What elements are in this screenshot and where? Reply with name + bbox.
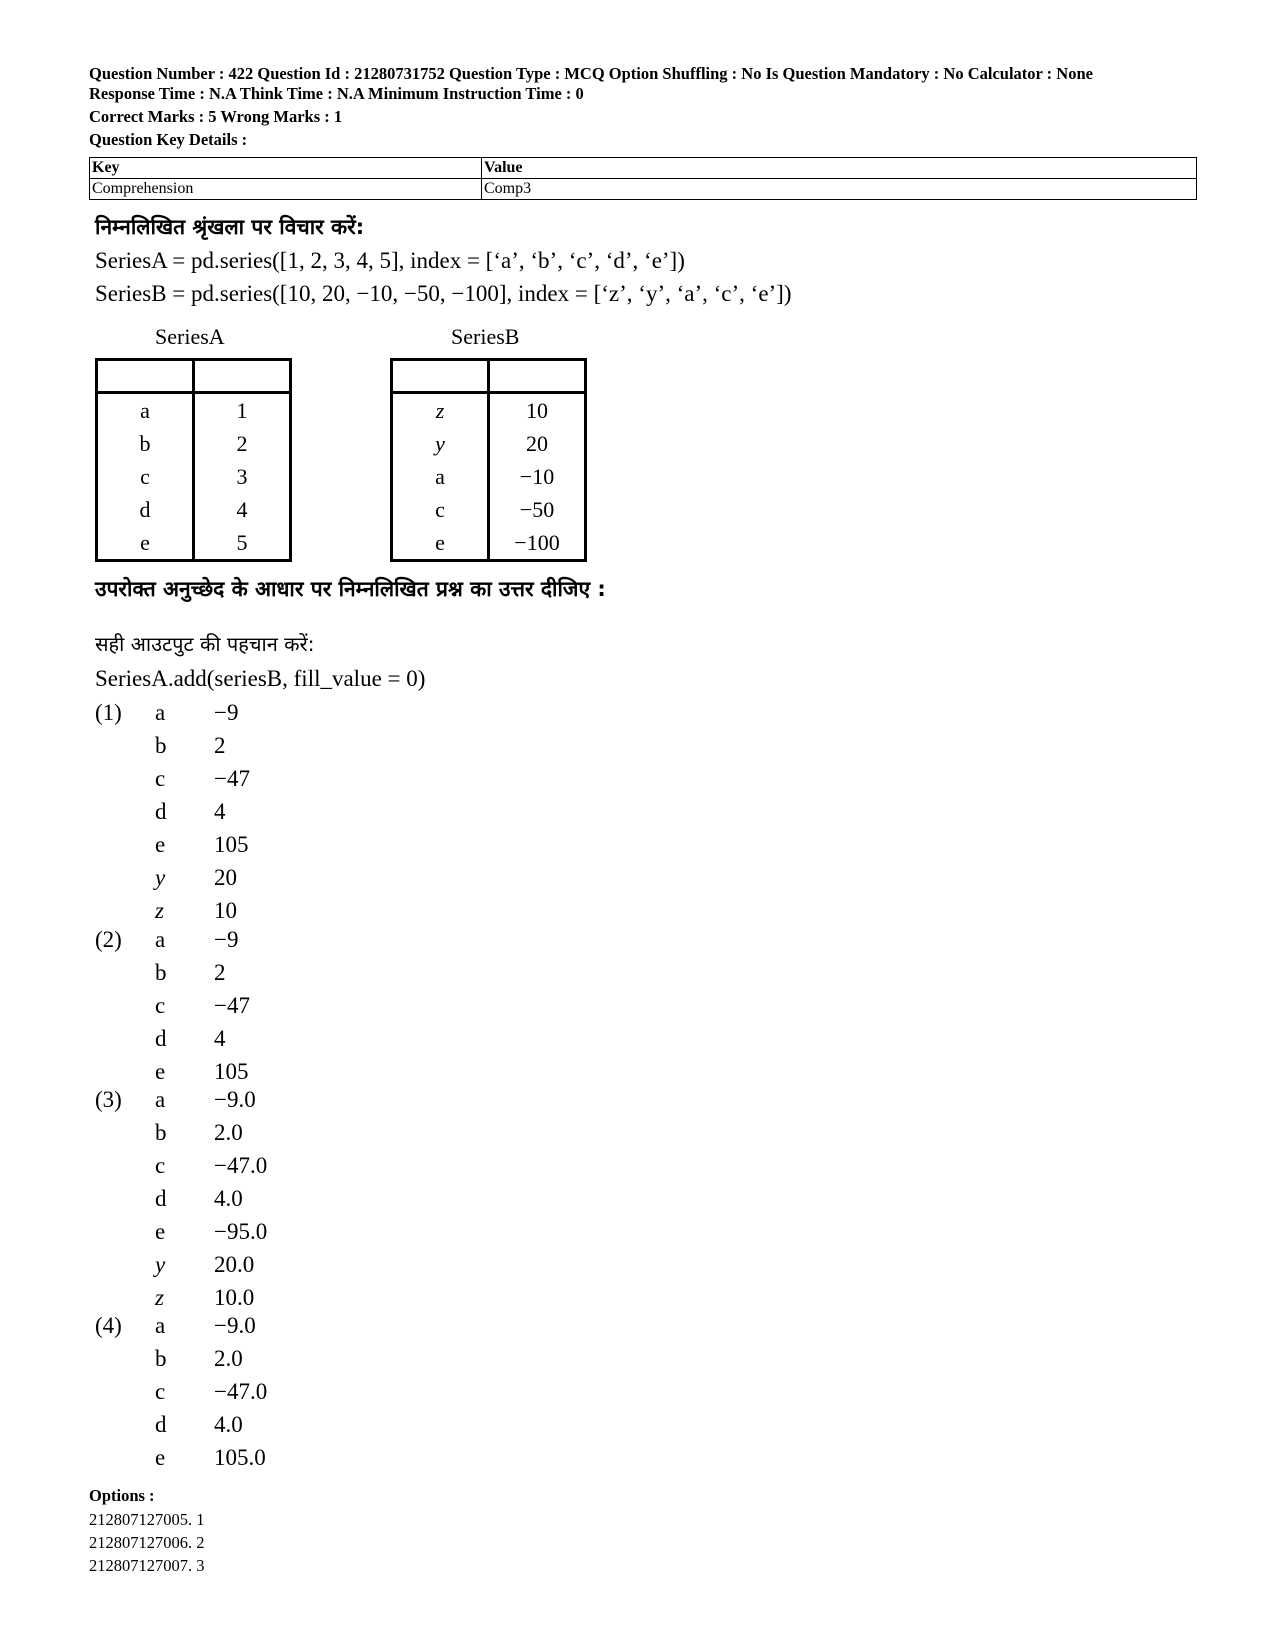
seriesB-index-cell: c (392, 493, 489, 526)
option-index: b (155, 1120, 167, 1145)
seriesB-index-cell: y (392, 427, 489, 460)
option-value: −47 (214, 766, 250, 791)
option-index: a (155, 700, 166, 725)
seriesA-title: SeriesA (155, 324, 225, 349)
option-index: c (155, 1379, 166, 1404)
passage-intro: निम्नलिखित श्रृंखला पर विचार करें: (95, 215, 365, 239)
option-index: e (155, 1445, 166, 1470)
seriesA-table (95, 358, 292, 562)
option-value: −9.0 (214, 1313, 256, 1338)
key-cell: Comprehension (90, 179, 482, 200)
seriesB-index-cell: a (392, 460, 489, 493)
seriesB-table (390, 358, 587, 562)
option-number: (3) (95, 1087, 122, 1112)
seriesB-title: SeriesB (451, 324, 520, 349)
seriesA-value-cell: 5 (194, 526, 291, 561)
option-value: 4.0 (214, 1186, 243, 1211)
seriesA-value-cell: 3 (194, 460, 291, 493)
option-value: 2 (214, 733, 226, 758)
option-id-1: 212807127005. 1 (89, 1510, 205, 1529)
option-index: c (155, 1153, 166, 1178)
seriesA-index-cell: e (97, 526, 194, 561)
option-number: (4) (95, 1313, 122, 1338)
option-value: 20.0 (214, 1252, 255, 1277)
key-details-heading: Question Key Details : (89, 130, 248, 149)
option-value: 2.0 (214, 1120, 243, 1145)
option-value: −47.0 (214, 1379, 268, 1404)
seriesB-row (392, 526, 586, 561)
option-value: −47.0 (214, 1153, 268, 1178)
option-value: −9 (214, 927, 239, 952)
option-index: b (155, 1346, 167, 1371)
option-index: y (155, 865, 166, 890)
seriesA-row (97, 460, 291, 493)
option-value: 2 (214, 960, 226, 985)
seriesA-row (97, 427, 291, 460)
option-number: (2) (95, 927, 122, 952)
option-index: y (155, 1252, 166, 1277)
seriesB-index-cell: e (392, 526, 489, 561)
option-index: d (155, 1186, 167, 1211)
option-index: d (155, 1026, 167, 1051)
seriesB-header-cell (392, 360, 489, 393)
question-code: SeriesA.add(seriesB, fill_value = 0) (95, 666, 426, 691)
seriesB-value-cell: −50 (489, 493, 586, 526)
seriesA-code: SeriesA = pd.series([1, 2, 3, 4, 5], index = [‘a’, ‘b’, ‘c’, ‘d’, ‘e’]) (95, 248, 685, 273)
option-id-2: 212807127006. 2 (89, 1533, 205, 1552)
seriesA-value-cell: 4 (194, 493, 291, 526)
seriesA-index-cell: d (97, 493, 194, 526)
option-index: d (155, 1412, 167, 1437)
value-header: Value (482, 158, 1197, 179)
option-index: b (155, 733, 167, 758)
seriesB-header-cell (489, 360, 586, 393)
key-header: Key (90, 158, 482, 179)
key-details-table (89, 157, 1197, 200)
seriesA-header-cell (97, 360, 194, 393)
seriesB-value-cell: −10 (489, 460, 586, 493)
option-index: z (155, 1285, 164, 1310)
seriesB-value-cell: 10 (489, 393, 586, 428)
seriesB-row (392, 427, 586, 460)
seriesB-row (392, 493, 586, 526)
seriesB-value-cell: −100 (489, 526, 586, 561)
option-value: −9 (214, 700, 239, 725)
seriesA-value-cell: 2 (194, 427, 291, 460)
seriesB-value-cell: 20 (489, 427, 586, 460)
option-id-3: 212807127007. 3 (89, 1556, 205, 1575)
seriesA-index-cell: c (97, 460, 194, 493)
options-label: Options : (89, 1486, 155, 1505)
seriesB-code: SeriesB = pd.series([10, 20, −10, −50, −100], index = [‘z’, ‘y’, ‘a’, ‘c’, ‘e’]) (95, 281, 792, 306)
option-value: −47 (214, 993, 250, 1018)
option-index: e (155, 832, 166, 857)
option-value: 10 (214, 898, 237, 923)
question-prompt: सही आउटपुट की पहचान करें: (95, 632, 315, 656)
question-meta-line1: Question Number : 422 Question Id : 21280731752 Question Type : MCQ Option Shuffling : No Is Question Mandatory : No Calculator : None (89, 64, 1093, 83)
option-index: a (155, 1087, 166, 1112)
option-value: 105 (214, 1059, 249, 1084)
seriesA-index-cell: b (97, 427, 194, 460)
question-meta-line2: Response Time : N.A Think Time : N.A Minimum Instruction Time : 0 (89, 84, 584, 103)
option-value: 105 (214, 832, 249, 857)
seriesA-row (97, 493, 291, 526)
option-value: 4 (214, 1026, 226, 1051)
option-value: 4 (214, 799, 226, 824)
option-number: (1) (95, 700, 122, 725)
option-value: −95.0 (214, 1219, 268, 1244)
seriesA-index-cell: a (97, 393, 194, 428)
seriesA-value-cell: 1 (194, 393, 291, 428)
seriesB-row (392, 460, 586, 493)
option-value: −9.0 (214, 1087, 256, 1112)
value-cell: Comp3 (482, 179, 1197, 200)
seriesA-row (97, 393, 291, 428)
option-index: c (155, 766, 166, 791)
seriesB-row (392, 393, 586, 428)
option-index: b (155, 960, 167, 985)
passage-instruction: उपरोक्त अनुच्छेद के आधार पर निम्नलिखित प्रश्न का उत्तर दीजिए : (95, 577, 606, 601)
option-index: a (155, 927, 166, 952)
option-value: 105.0 (214, 1445, 266, 1470)
option-index: z (155, 898, 164, 923)
marks-line: Correct Marks : 5 Wrong Marks : 1 (89, 107, 343, 126)
option-index: e (155, 1219, 166, 1244)
option-index: e (155, 1059, 166, 1084)
option-value: 10.0 (214, 1285, 255, 1310)
seriesA-header-cell (194, 360, 291, 393)
option-index: a (155, 1313, 166, 1338)
option-index: c (155, 993, 166, 1018)
option-value: 20 (214, 865, 237, 890)
option-value: 2.0 (214, 1346, 243, 1371)
option-index: d (155, 799, 167, 824)
option-value: 4.0 (214, 1412, 243, 1437)
seriesB-index-cell: z (392, 393, 489, 428)
seriesA-row (97, 526, 291, 561)
